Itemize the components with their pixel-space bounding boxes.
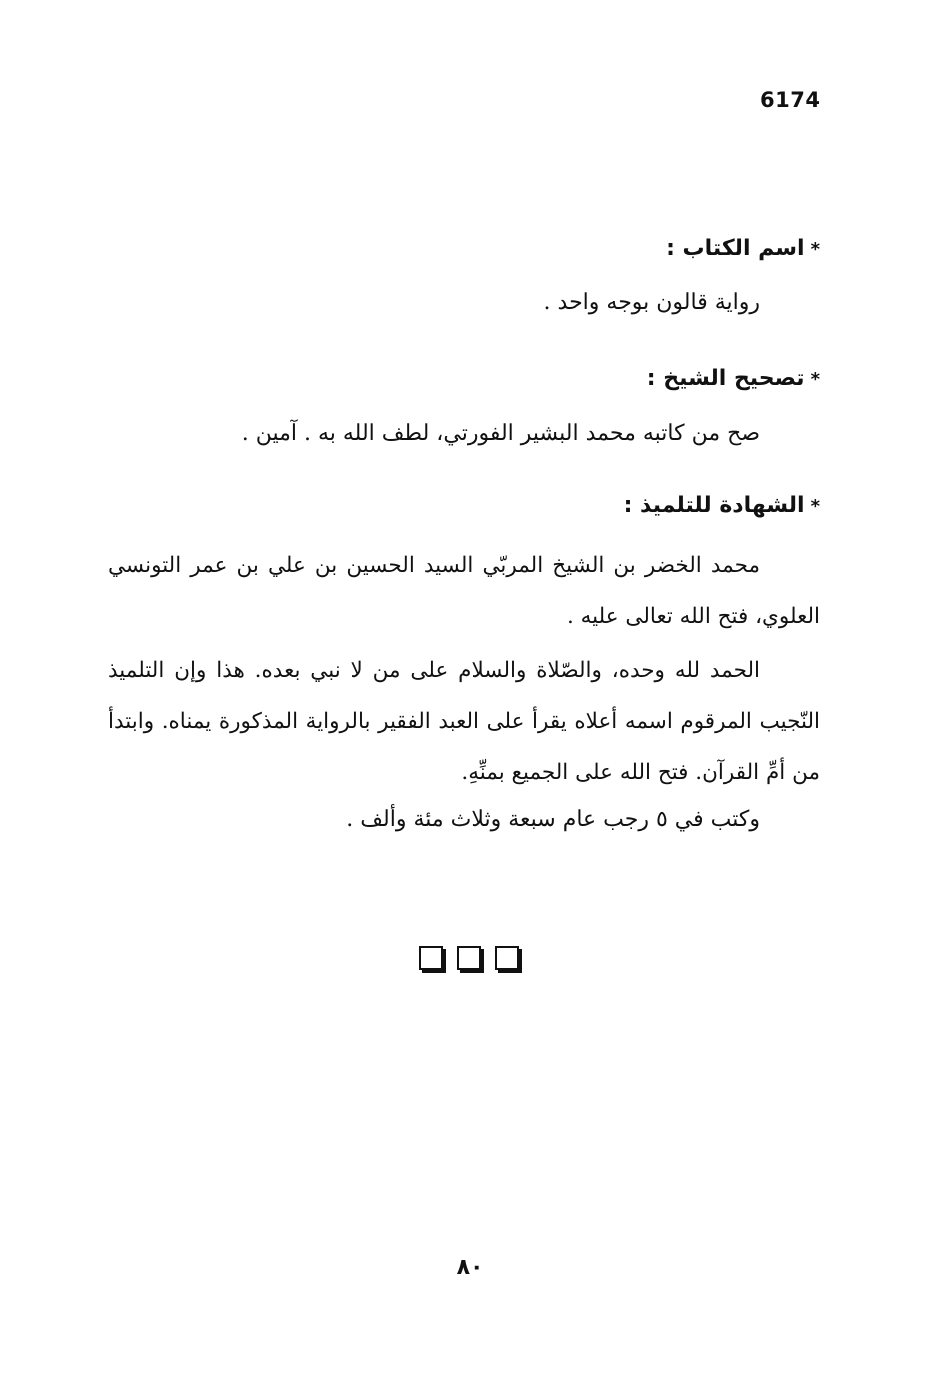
bullet-star-icon: * <box>810 496 820 517</box>
certificate-paragraph-1 <box>108 540 820 642</box>
sheikh-correction-heading-text: تصحيح الشيخ : <box>646 366 805 391</box>
certificate-paragraph-2-text: الحمد لله وحده، والصّلاة والسلام على من لا نبي بعده. هذا وإن التلميذ النّجيب المرقوم اسمه أعلاه يقرأ على العبد الفقير بالرواية المذكورة يمناه. وابتدأ من أمِّ القرآن. فتح الله على الجميع بمنِّهِ. <box>108 658 820 785</box>
bullet-star-icon: * <box>810 369 820 390</box>
sheikh-correction-heading <box>647 366 820 391</box>
ornament-square-icon <box>495 946 519 970</box>
page-number: ٨٠ <box>456 1255 484 1280</box>
bullet-star-icon: * <box>810 239 820 260</box>
book-name-text: رواية قالون بوجه واحد . <box>543 290 760 315</box>
book-name-heading-text: اسم الكتاب : <box>666 236 805 261</box>
ornament-square-icon <box>419 946 443 970</box>
certificate-paragraph-1-text: محمد الخضر بن الشيخ المربّي السيد الحسين بن علي بن عمر التونسي العلوي، فتح الله تعالى عليه . <box>108 553 820 629</box>
student-certificate-heading <box>624 493 820 518</box>
ornament-square-icon <box>457 946 481 970</box>
book-name-heading <box>666 236 820 261</box>
certificate-paragraph-2 <box>108 645 820 798</box>
sheikh-correction-text: صح من كاتبه محمد البشير الفورتي، لطف الله به . آمين . <box>241 421 760 446</box>
certificate-closing-line: وكتب في ٥ رجب عام سبعة وثلاث مئة وألف . <box>346 807 760 832</box>
page-identifier: 6174 <box>760 88 821 112</box>
section-end-ornament <box>419 946 529 974</box>
student-certificate-heading-text: الشهادة للتلميذ : <box>623 493 805 518</box>
